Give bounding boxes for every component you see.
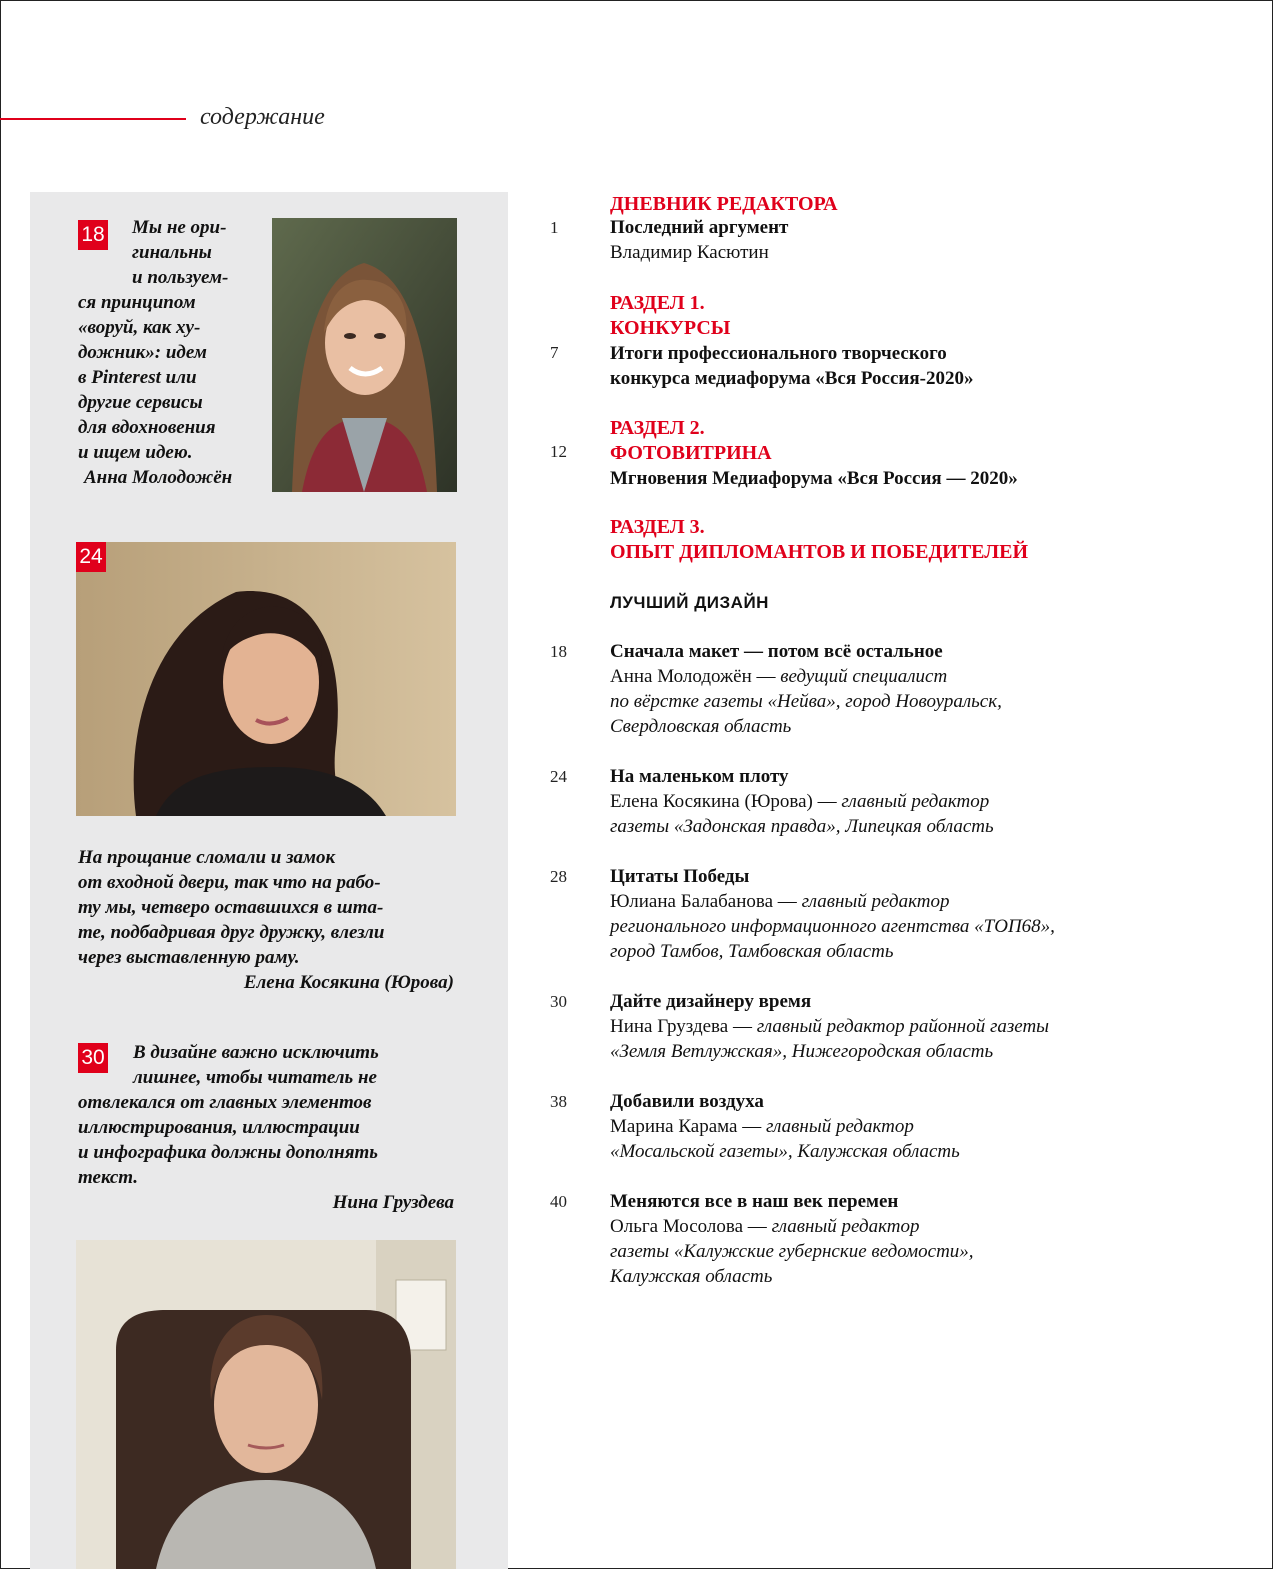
toc-page-number: 28	[550, 867, 567, 886]
toc-entry-title: Сначала макет — потом всё остальное	[610, 641, 943, 662]
quote-molodozhen	[78, 215, 268, 490]
quote-line: другие сервисы	[78, 392, 203, 413]
quote-line: для вдохновения	[78, 417, 216, 438]
quote-line: гинальны	[132, 242, 212, 263]
quote-line: дожник»: идем	[78, 342, 207, 363]
toc-page-number: 24	[550, 767, 567, 786]
toc-entry-role: главный редактор	[841, 791, 990, 812]
toc-entry-role: Свердловская область	[610, 716, 792, 737]
toc-entry-role: «Мосальской газеты», Калужская область	[610, 1141, 960, 1162]
toc-entry-title: Последний аргумент	[610, 217, 789, 238]
toc-page-number: 30	[550, 992, 567, 1011]
quote-gruzdeva	[78, 1040, 454, 1215]
toc-entry[interactable]	[610, 989, 1049, 1064]
toc-entry-role: «Земля Ветлужская», Нижегородская область	[610, 1041, 994, 1062]
quote-author: Елена Косякина (Юрова)	[243, 972, 454, 993]
toc-entry-title: конкурса медиафорума «Вся Россия-2020»	[610, 368, 974, 389]
header-rule	[0, 118, 186, 120]
quote-line: и ищем идею.	[78, 442, 193, 463]
heading-line: РАЗДЕЛ 3.	[610, 516, 705, 538]
toc-entry-author: Ольга Мосолова —	[610, 1216, 772, 1237]
toc-page-number: 18	[550, 642, 567, 661]
quote-line: На прощание сломали и замок	[78, 847, 336, 868]
toc-entry-role: главный редактор районной газеты	[756, 1016, 1050, 1037]
heading-line: КОНКУРСЫ	[610, 317, 731, 339]
quote-line: от входной двери, так что на рабо-	[78, 872, 381, 893]
quote-line: текст.	[78, 1167, 139, 1188]
toc-entry-author: Марина Карама —	[610, 1116, 766, 1137]
toc-page-number: 38	[550, 1092, 567, 1111]
quote-line: те, подбадривая друг дружку, влезли	[78, 922, 385, 943]
quote-line: лишнее, чтобы читатель не	[133, 1067, 377, 1088]
quote-line: «воруй, как ху-	[78, 317, 201, 338]
toc-entry-title: Меняются все в наш век перемен	[610, 1191, 899, 1212]
toc-entry-editor[interactable]	[610, 215, 788, 265]
quote-line: ту мы, четверо оставшихся в шта-	[78, 897, 384, 918]
toc-page-number: 12	[550, 442, 567, 461]
section-label: содержание	[200, 104, 325, 130]
toc-entry-title: Мгновения Медиафорума «Вся Россия — 2020»	[610, 468, 1018, 489]
quote-line: и пользуем-	[132, 267, 229, 288]
toc-heading-section-3	[610, 515, 1028, 565]
page-badge-30: 30	[78, 1043, 108, 1073]
toc-page-number: 40	[550, 1192, 567, 1211]
toc-entry-title: Добавили воздуха	[610, 1091, 764, 1112]
quote-author: Нина Груздева	[332, 1192, 454, 1213]
toc-entry-role: главный редактор	[801, 891, 950, 912]
toc-entry-role: главный редактор	[765, 1116, 914, 1137]
page-badge-24: 24	[76, 542, 106, 572]
toc-entry[interactable]	[610, 864, 1055, 964]
toc-entry-author: Нина Груздева —	[610, 1016, 757, 1037]
toc-entry-title: Дайте дизайнеру время	[610, 991, 812, 1012]
quote-line: через выставленную раму.	[78, 947, 300, 968]
toc-entry-role: главный редактор	[771, 1216, 920, 1237]
toc-entry[interactable]	[610, 639, 1002, 739]
quote-line: в Pinterest или	[78, 367, 197, 388]
heading-line: ОПЫТ ДИПЛОМАНТОВ И ПОБЕДИТЕЛЕЙ	[610, 541, 1029, 563]
toc-heading-editor: ДНЕВНИК РЕДАКТОРА	[610, 193, 838, 215]
heading-line: РАЗДЕЛ 1.	[610, 292, 705, 314]
toc-entry-role: по вёрстке газеты «Нейва», город Новоуральск,	[610, 691, 1002, 712]
toc-entry-role: Калужская область	[610, 1266, 773, 1287]
toc-entry[interactable]	[610, 1089, 960, 1164]
toc-entry[interactable]	[610, 764, 994, 839]
quote-line: отвлекался от главных элементов	[78, 1092, 372, 1113]
toc-entry-role: ведущий специалист	[780, 666, 948, 687]
quote-line: В дизайне важно исключить	[133, 1042, 379, 1063]
toc-entry-title: Цитаты Победы	[610, 866, 750, 887]
toc-entry-role: газеты «Калужские губернские ведомости»,	[610, 1241, 974, 1262]
photo-kosyakina	[76, 542, 456, 816]
quote-line: Мы не ори-	[132, 217, 227, 238]
toc-entry-author: Елена Косякина (Юрова) —	[610, 791, 842, 812]
toc-entry-title: На маленьком плоту	[610, 766, 789, 787]
toc-entry-role: газеты «Задонская правда», Липецкая область	[610, 816, 994, 837]
toc-category-best-design: ЛУЧШИЙ ДИЗАЙН	[610, 593, 769, 612]
page-badge-18: 18	[78, 220, 108, 250]
toc-entry-title: Итоги профессионального творческого	[610, 343, 947, 364]
photo-gruzdeva	[76, 1240, 456, 1569]
quote-kosyakina	[78, 845, 454, 995]
quote-author: Анна Молодожён	[84, 467, 233, 488]
toc-entry-role: регионального информационного агентства «ТОП68»,	[610, 916, 1055, 937]
photo-molodozhen	[272, 218, 457, 492]
heading-line: РАЗДЕЛ 2.	[610, 417, 705, 439]
heading-line: ФОТОВИТРИНА	[610, 442, 772, 464]
toc-heading-section-1	[610, 291, 730, 341]
toc-entry-photo-showcase[interactable]	[610, 466, 1018, 491]
quote-line: и инфографика должны дополнять	[78, 1142, 378, 1163]
toc-page-number: 7	[550, 343, 559, 362]
toc-entry-author: Анна Молодожён —	[610, 666, 781, 687]
toc-entry-contest-results[interactable]	[610, 341, 973, 391]
quote-line: ся принципом	[78, 292, 196, 313]
toc-entry[interactable]	[610, 1189, 974, 1289]
toc-entry-author: Владимир Касютин	[610, 242, 769, 263]
toc-heading-section-2	[610, 416, 772, 466]
quote-line: иллюстрирования, иллюстрации	[78, 1117, 360, 1138]
toc-entry-author: Юлиана Балабанова —	[610, 891, 802, 912]
toc-entry-role: город Тамбов, Тамбовская область	[610, 941, 894, 962]
toc-page-number: 1	[550, 218, 559, 237]
